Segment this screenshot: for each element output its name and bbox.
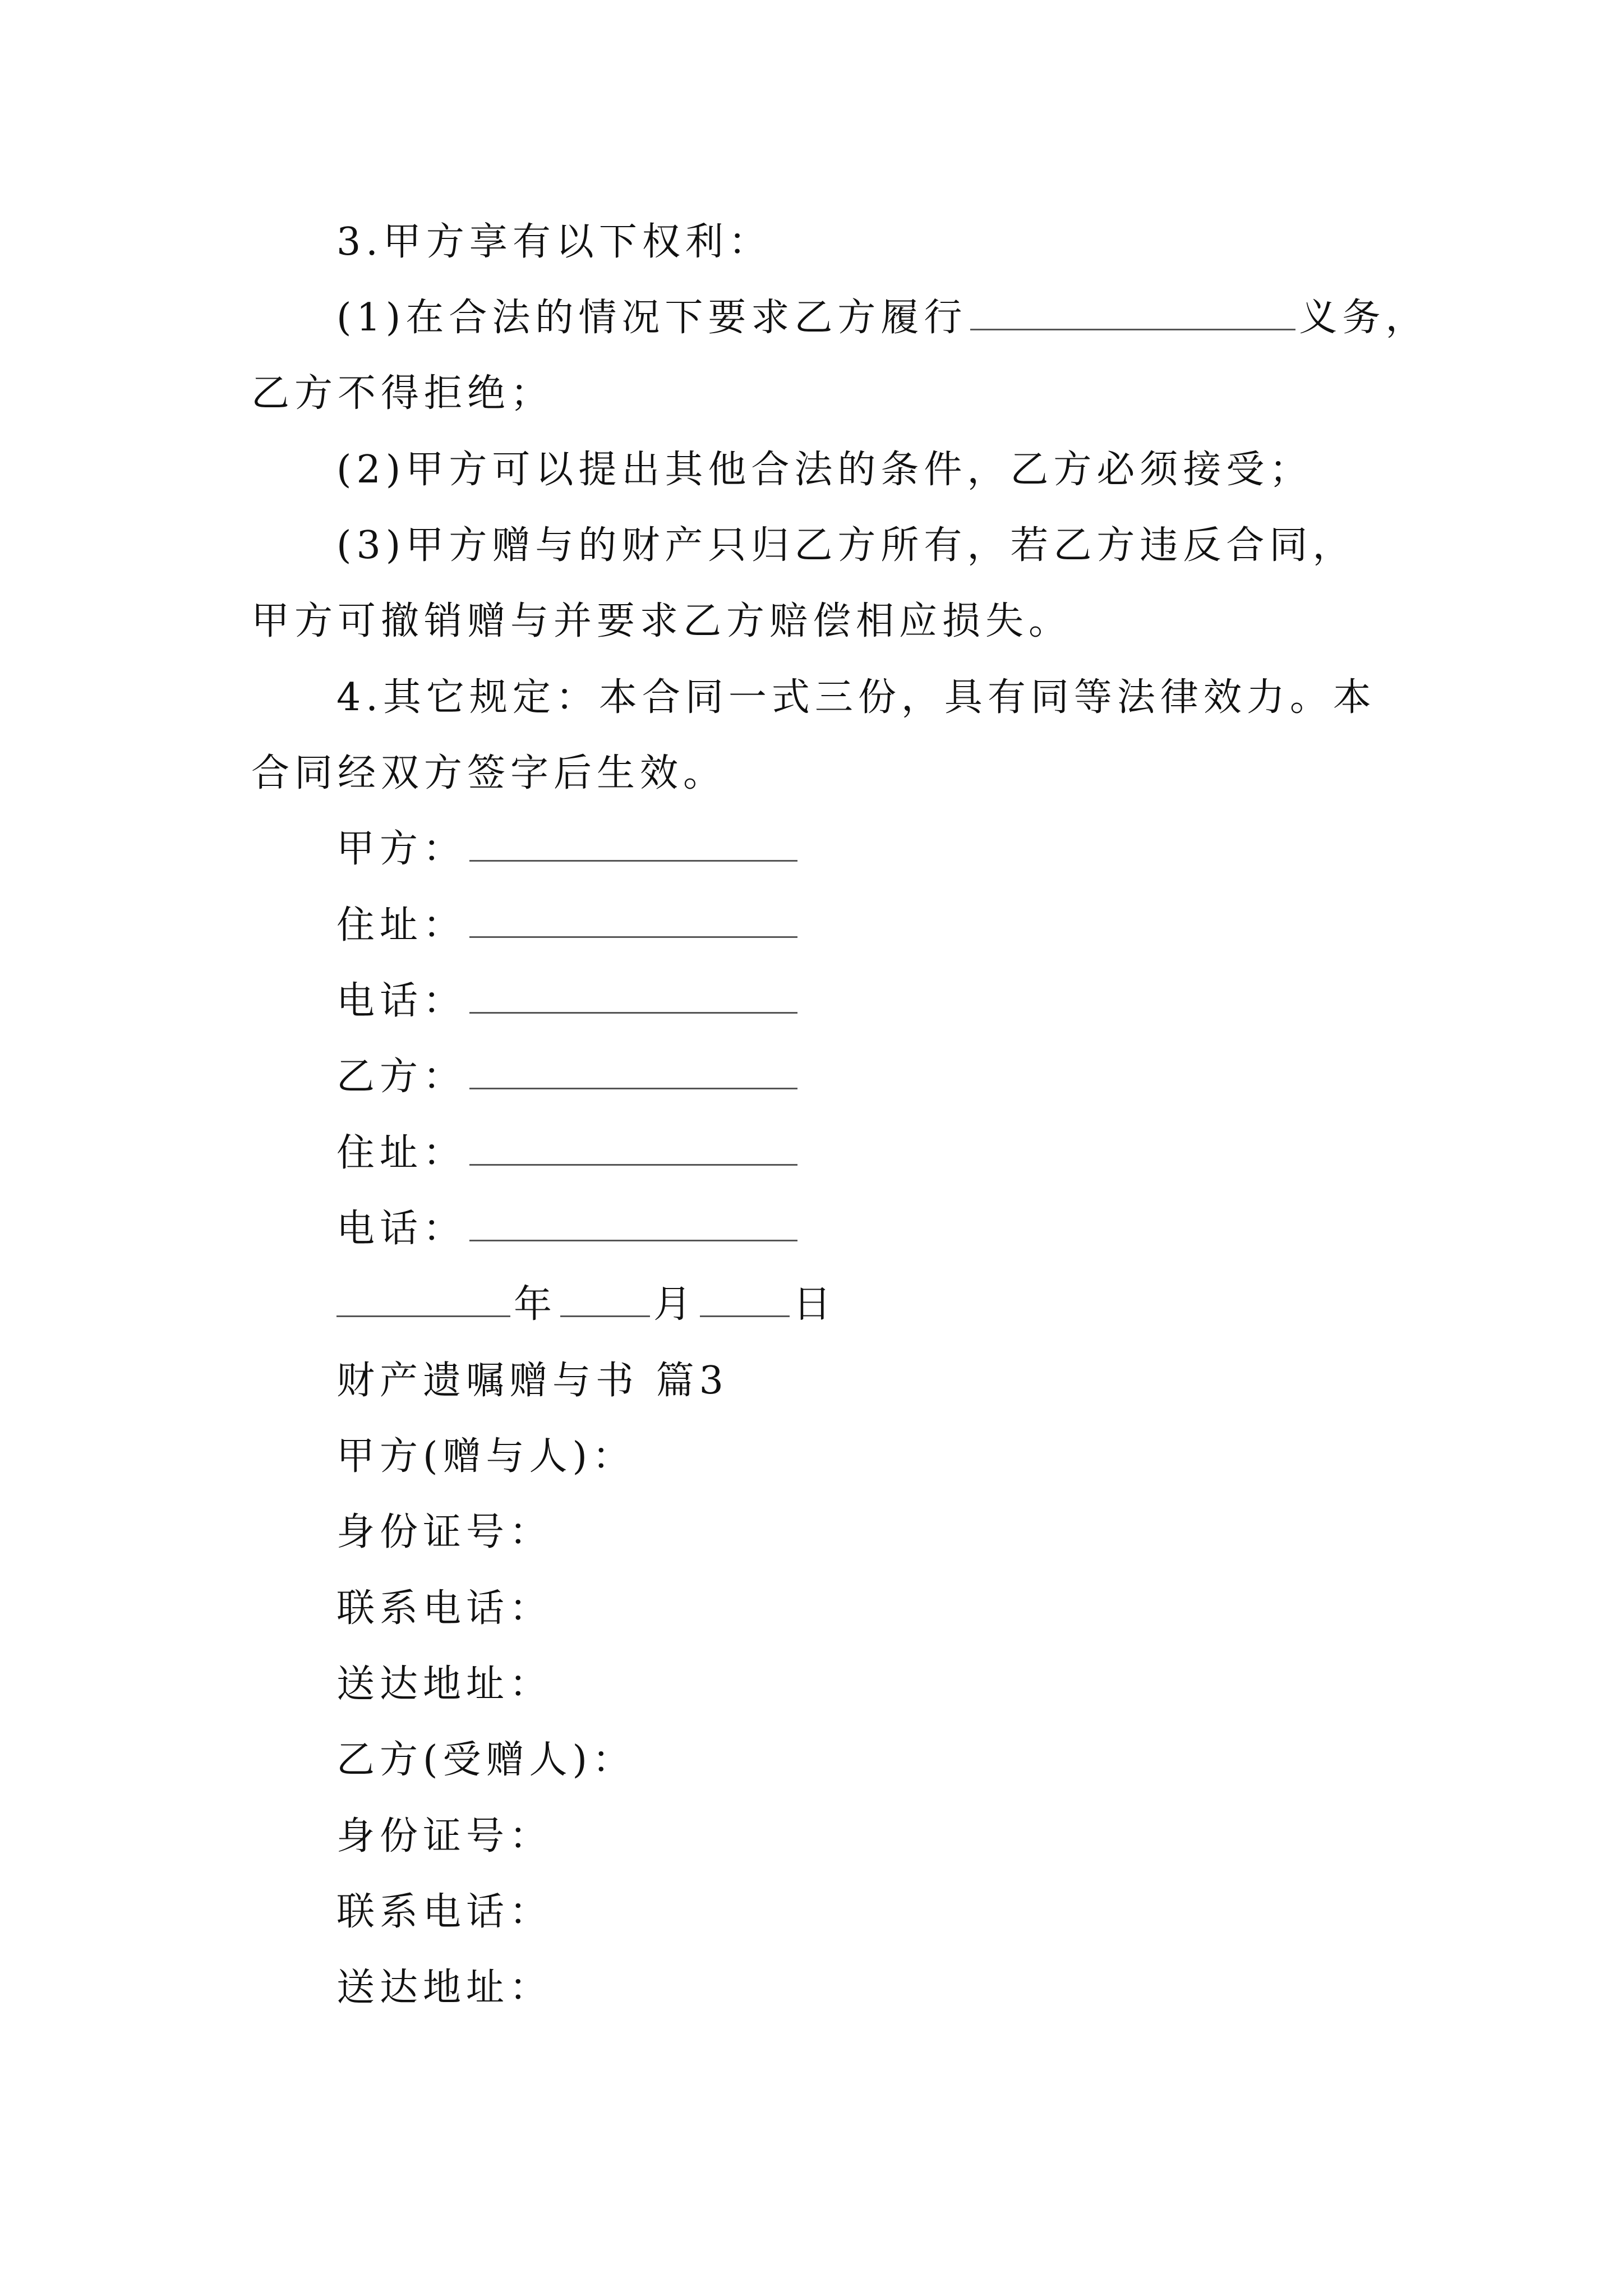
- address-a-row: [336, 903, 801, 948]
- clause-4-continuation: 合同经双方签字后生效。: [251, 751, 727, 795]
- phone-b-blank[interactable]: [469, 1208, 797, 1241]
- clause-3-1-continuation: 乙方不得拒绝；: [251, 371, 554, 416]
- clause-3-3-continuation: 甲方可撤销赠与并要求乙方赔偿相应损失。: [251, 599, 1072, 643]
- donor-label: 甲方(赠与人)：: [336, 1434, 636, 1479]
- party-a-row: [336, 827, 801, 872]
- party-b-blank[interactable]: [469, 1056, 797, 1089]
- donor-id-label: 身份证号：: [336, 1510, 553, 1554]
- address-b-label: 住址：: [336, 1131, 467, 1175]
- party-b-row: [336, 1055, 801, 1099]
- donor-address-label: 送达地址：: [336, 1662, 553, 1706]
- month-blank[interactable]: [560, 1284, 650, 1317]
- date-row: [336, 1282, 836, 1327]
- phone-b-label: 电话：: [336, 1207, 467, 1251]
- day-blank[interactable]: [700, 1284, 790, 1317]
- party-a-blank[interactable]: [469, 829, 797, 862]
- day-label: 日: [793, 1282, 837, 1327]
- donee-label: 乙方(受赠人)：: [336, 1738, 636, 1782]
- address-a-blank[interactable]: [469, 905, 797, 938]
- phone-a-label: 电话：: [336, 979, 467, 1023]
- address-b-row: [336, 1131, 801, 1176]
- party-a-label: 甲方：: [336, 827, 467, 871]
- phone-a-blank[interactable]: [469, 981, 797, 1014]
- donee-phone-label: 联系电话：: [336, 1890, 553, 1934]
- party-b-label: 乙方：: [336, 1055, 467, 1099]
- address-b-blank[interactable]: [469, 1133, 797, 1166]
- clause-4: 4.其它规定：本合同一式三份，具有同等法律效力。本: [336, 675, 1376, 720]
- clause-3-1-tail: 义务，: [1299, 296, 1429, 340]
- phone-b-row: [336, 1207, 801, 1251]
- year-blank[interactable]: [336, 1284, 510, 1317]
- clause-3-1: [336, 296, 1428, 341]
- phone-a-row: [336, 979, 801, 1024]
- donor-phone-label: 联系电话：: [336, 1586, 553, 1631]
- month-label: 月: [653, 1282, 697, 1327]
- year-label: 年: [514, 1282, 557, 1327]
- clause-3-3: (3)甲方赠与的财产只归乙方所有，若乙方违反合同，: [336, 523, 1356, 568]
- donee-id-label: 身份证号：: [336, 1814, 553, 1858]
- address-a-label: 住址：: [336, 903, 467, 947]
- obligation-blank[interactable]: [970, 297, 1295, 330]
- section-heading: 财产遗嘱赠与书 篇3: [336, 1359, 728, 1403]
- clause-3-title: 3.甲方享有以下权利：: [336, 220, 772, 264]
- clause-3-2: (2)甲方可以提出其他合法的条件，乙方必须接受；: [336, 448, 1313, 492]
- clause-3-1-text: (1)在合法的情况下要求乙方履行: [336, 296, 967, 340]
- donee-address-label: 送达地址：: [336, 1966, 553, 2010]
